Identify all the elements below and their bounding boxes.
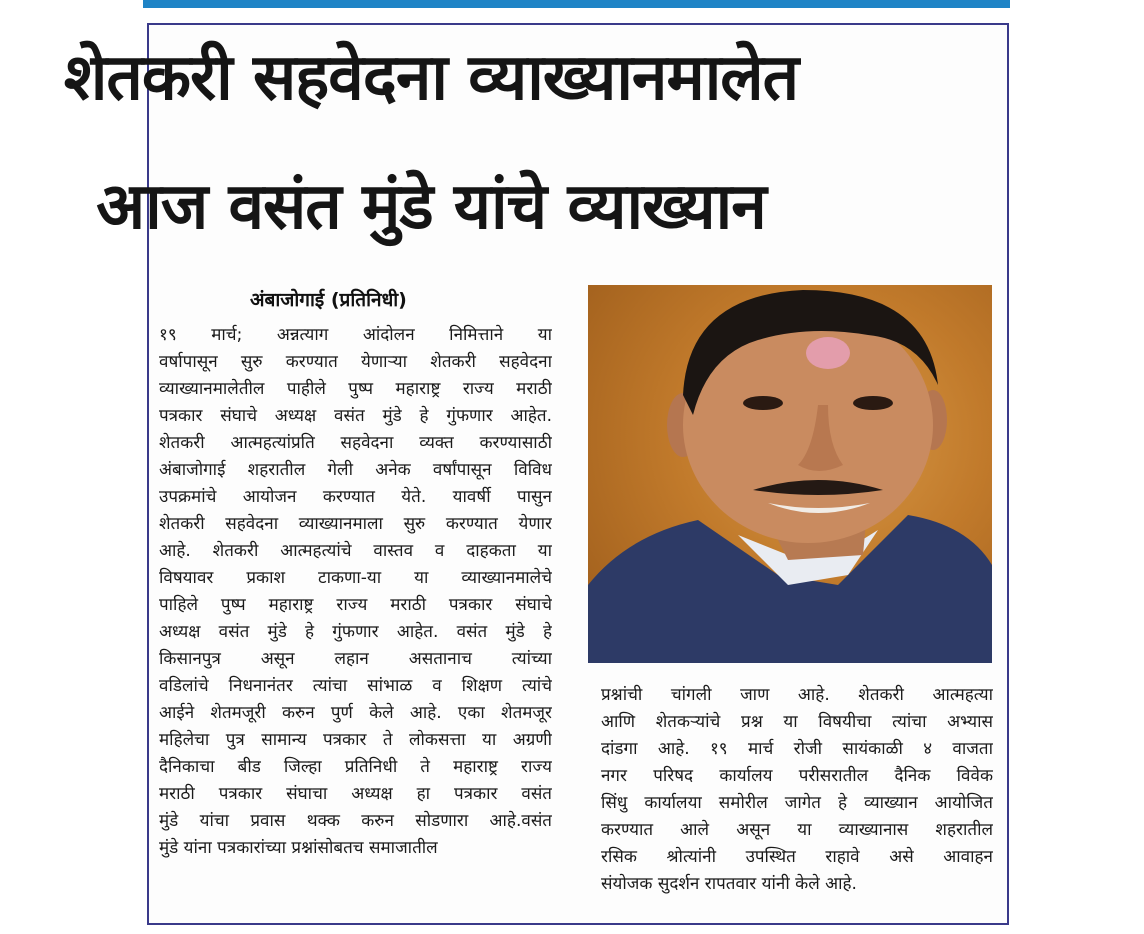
article-text-line: पाहिले पुष्प महाराष्ट्र राज्य मराठी पत्रकार संघाचे <box>159 595 552 615</box>
article-text-line: मुंडे यांचा प्रवास थक्क करुन सोडणारा आहे.वसंत <box>159 811 552 831</box>
headline-line-1: शेतकरी सहवेदना व्याख्यानमालेत <box>63 41 799 115</box>
dateline: अंबाजोगाई (प्रतिनिधी) <box>250 289 407 311</box>
article-text-line: उपक्रमांचे आयोजन करण्यात येते. यावर्षी पासुन <box>159 487 552 507</box>
article-text-line: महिलेचा पुत्र सामान्य पत्रकार ते लोकसत्ता या अग्रणी <box>159 730 552 750</box>
article-text-line: आहे. शेतकरी आत्महत्यांचे वास्तव व दाहकता या <box>159 541 552 561</box>
article-text-line: शेतकरी सहवेदना व्याख्यानमाला सुरु करण्यात येणार <box>159 514 552 534</box>
article-text-line: दांडगा आहे. १९ मार्च रोजी सायंकाळी ४ वाजता <box>601 739 993 759</box>
article-text-line: पत्रकार संघाचे अध्यक्ष वसंत मुंडे हे गुंफणार आहेत. <box>159 406 552 426</box>
article-text-line: आईने शेतमजूरी करुन पुर्ण केले आहे. एका शेतमजूर <box>159 703 552 723</box>
article-text-line: किसानपुत्र असून लहान असतानाच त्यांच्या <box>159 649 552 669</box>
article-text-line: संयोजक सुदर्शन रापतवार यांनी केले आहे. <box>601 874 857 894</box>
article-text-line: सिंधु कार्यालया समोरील जागेत हे व्याख्यान आयोजित <box>601 793 993 813</box>
portrait-illustration <box>588 285 992 663</box>
article-text-line: दैनिकाचा बीड जिल्हा प्रतिनिधी ते महाराष्ट्र राज्य <box>159 757 552 777</box>
article-body-right-column <box>601 682 993 898</box>
article-text-line: १९ मार्च; अन्नत्याग आंदोलन निमित्ताने या <box>159 325 552 345</box>
article-text-line: रसिक श्रोत्यांनी उपस्थित राहावे असे आवाहन <box>601 847 993 867</box>
article-text-line: आणि शेतकऱ्यांचे प्रश्न या विषयीचा त्यांचा अभ्यास <box>601 712 993 732</box>
article-text-line: मुंडे यांना पत्रकारांच्या प्रश्नांसोबतच समाजातील <box>159 838 438 858</box>
article-text-line: प्रश्नांची चांगली जाण आहे. शेतकरी आत्महत्या <box>601 685 993 705</box>
article-text-line: अध्यक्ष वसंत मुंडे हे गुंफणार आहेत. वसंत मुंडे हे <box>159 622 552 642</box>
article-text-line: करण्यात आले असून या व्याख्यानास शहरातील <box>601 820 993 840</box>
article-text-line: वडिलांचे निधनानंतर त्यांचा सांभाळ व शिक्षण त्यांचे <box>159 676 552 696</box>
top-color-rule <box>143 0 1010 8</box>
article-text-line: शेतकरी आत्महत्यांप्रति सहवेदना व्यक्त करण्यासाठी <box>159 433 552 453</box>
article-text-line: मराठी पत्रकार संघाचा अध्यक्ष हा पत्रकार वसंत <box>159 784 552 804</box>
article-text-line: विषयावर प्रकाश टाकणा-या या व्याख्यानमालेचे <box>159 568 552 588</box>
article-text-line: वर्षापासून सुरु करण्यात येणाऱ्या शेतकरी सहवेदना <box>159 352 552 372</box>
article-text-line: व्याख्यानमालेतील पाहीले पुष्प महाराष्ट्र राज्य मराठी <box>159 379 552 399</box>
portrait-photo <box>588 285 992 663</box>
article-text-line: नगर परिषद कार्यालय परीसरातील दैनिक विवेक <box>601 766 993 786</box>
headline-line-2: आज वसंत मुंडे यांचे व्याख्यान <box>96 170 766 244</box>
article-body-left-column <box>159 322 552 862</box>
article-text-line: अंबाजोगाई शहरातील गेली अनेक वर्षांपासून विविध <box>159 460 552 480</box>
